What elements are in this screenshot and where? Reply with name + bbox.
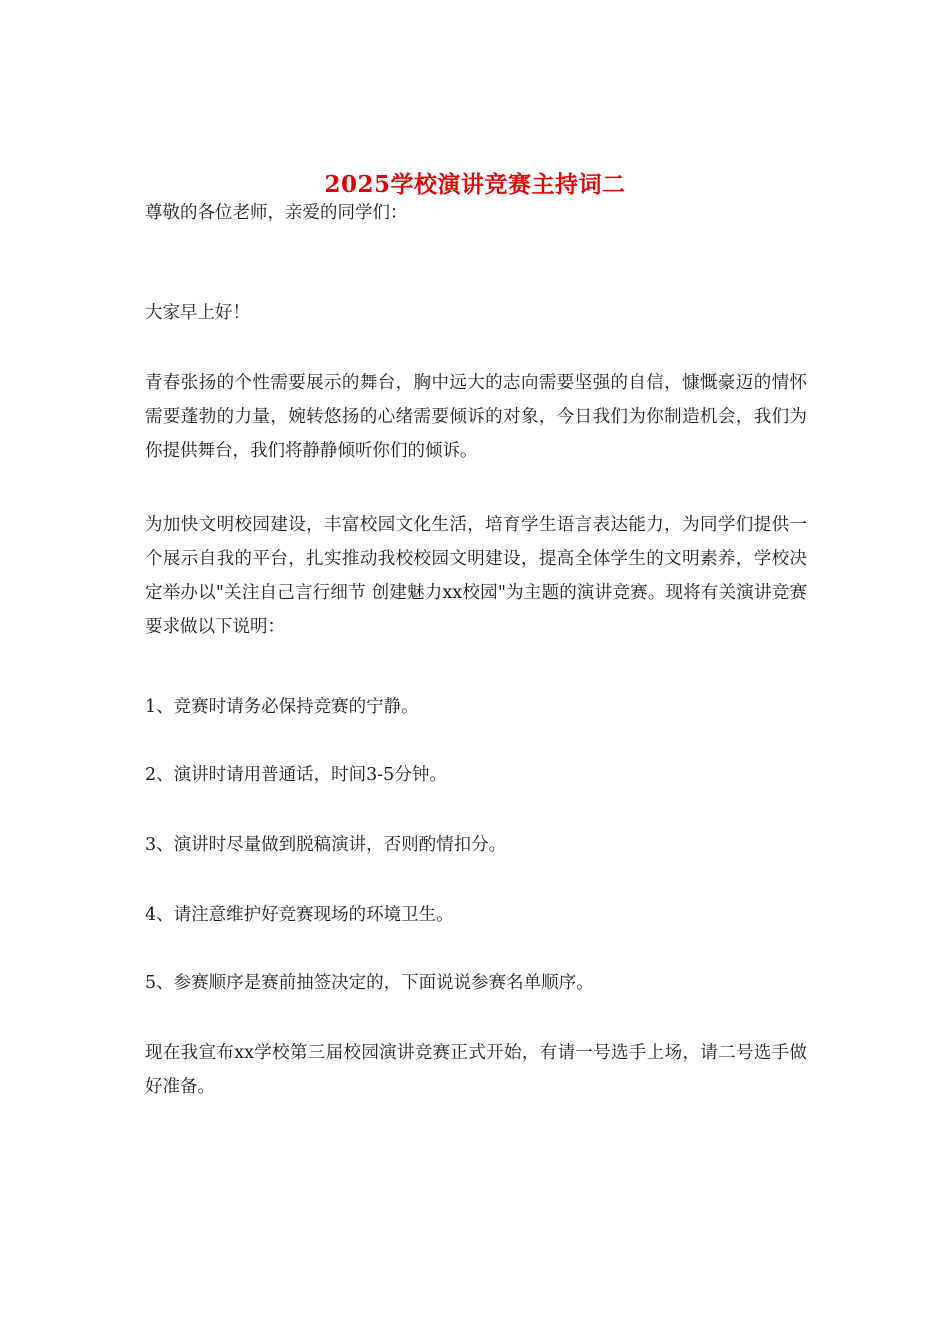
document-title: 2025学校演讲竞赛主持词二 <box>324 171 626 199</box>
rule-item-1: 1、竞赛时请务必保持竞赛的宁静。 <box>145 697 419 717</box>
paragraph-intro: 青春张扬的个性需要展示的舞台，胸中远大的志向需要坚强的自信，慷慨豪迈的情怀需要蓬勃的力量，婉转悠扬的心绪需要倾诉的对象，今日我们为你制造机会，我们为你提供舞台，我们将静静倾听你们的倾诉。 <box>145 373 807 461</box>
salutation: 尊敬的各位老师，亲爱的同学们： <box>145 203 408 223</box>
rule-item-5: 5、参赛顺序是赛前抽签决定的，下面说说参赛名单顺序。 <box>145 973 594 993</box>
paragraph-purpose: 为加快文明校园建设，丰富校园文化生活，培育学生语言表达能力，为同学们提供一个展示自我的平台，扎实推动我校校园文明建设，提高全体学生的文明素养，学校决定举办以"关注自己言行细节 创建魅力xx校园"为主题的演讲竞赛。现将有关演讲竞赛要求做以下说明： <box>145 515 807 637</box>
rule-item-4: 4、请注意维护好竞赛现场的环境卫生。 <box>145 905 454 925</box>
paragraph-closing: 现在我宣布xx学校第三届校园演讲竞赛正式开始，有请一号选手上场，请二号选手做好准备。 <box>145 1043 807 1097</box>
greeting: 大家早上好！ <box>145 303 250 323</box>
rule-item-3: 3、演讲时尽量做到脱稿演讲，否则酌情扣分。 <box>145 835 507 855</box>
rule-item-2: 2、演讲时请用普通话，时间3-5分钟。 <box>145 765 447 785</box>
